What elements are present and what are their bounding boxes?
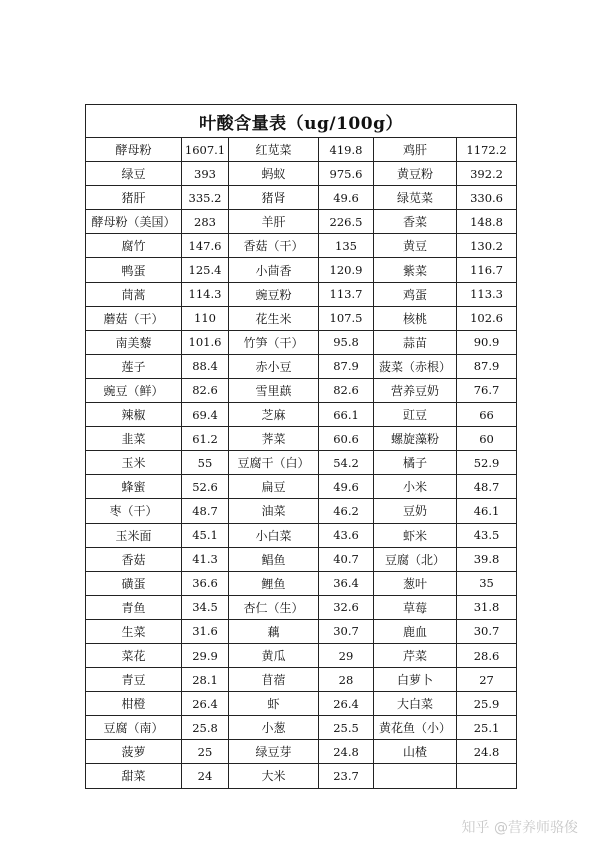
food-name-cell: 绿豆芽 bbox=[229, 740, 319, 764]
food-name-cell: 菠萝 bbox=[86, 740, 182, 764]
food-name-cell: 羊肝 bbox=[229, 210, 319, 234]
folate-value-cell: 24 bbox=[182, 764, 229, 788]
folate-value-cell: 25.9 bbox=[457, 692, 517, 716]
folate-value-cell: 226.5 bbox=[319, 210, 374, 234]
food-name-cell: 黄豆粉 bbox=[374, 162, 457, 186]
folate-value-cell: 419.8 bbox=[319, 138, 374, 162]
folate-value-cell: 30.7 bbox=[457, 619, 517, 643]
table-row bbox=[86, 282, 517, 306]
folate-value-cell: 27 bbox=[457, 668, 517, 692]
food-name-cell: 豌豆粉 bbox=[229, 282, 319, 306]
folate-value-cell: 26.4 bbox=[182, 692, 229, 716]
food-name-cell: 山楂 bbox=[374, 740, 457, 764]
food-name-cell: 青豆 bbox=[86, 668, 182, 692]
table-row bbox=[86, 138, 517, 162]
folate-value-cell: 25.8 bbox=[182, 716, 229, 740]
folate-value-cell: 48.7 bbox=[457, 475, 517, 499]
folate-value-cell: 30.7 bbox=[319, 619, 374, 643]
folate-value-cell: 24.8 bbox=[319, 740, 374, 764]
food-name-cell: 香菜 bbox=[374, 210, 457, 234]
folate-value-cell: 102.6 bbox=[457, 306, 517, 330]
food-name-cell: 酵母粉（美国） bbox=[86, 210, 182, 234]
folate-value-cell: 28.1 bbox=[182, 668, 229, 692]
table-row bbox=[86, 499, 517, 523]
food-name-cell: 豆腐（南） bbox=[86, 716, 182, 740]
food-name-cell: 蘑菇（干） bbox=[86, 306, 182, 330]
folate-value-cell: 49.6 bbox=[319, 475, 374, 499]
folate-value-cell: 66 bbox=[457, 403, 517, 427]
folate-value-cell: 975.6 bbox=[319, 162, 374, 186]
food-name-cell: 杏仁（生） bbox=[229, 595, 319, 619]
folate-value-cell: 41.3 bbox=[182, 547, 229, 571]
food-name-cell: 生菜 bbox=[86, 619, 182, 643]
folate-value-cell: 39.8 bbox=[457, 547, 517, 571]
folate-value-cell: 147.6 bbox=[182, 234, 229, 258]
food-name-cell: 大白菜 bbox=[374, 692, 457, 716]
table-row bbox=[86, 668, 517, 692]
food-name-cell: 蜂蜜 bbox=[86, 475, 182, 499]
food-name-cell: 鹿血 bbox=[374, 619, 457, 643]
folate-value-cell: 52.9 bbox=[457, 451, 517, 475]
table-row bbox=[86, 451, 517, 475]
folate-value-cell: 1607.1 bbox=[182, 138, 229, 162]
table-row bbox=[86, 740, 517, 764]
folate-value-cell: 148.8 bbox=[457, 210, 517, 234]
table-row bbox=[86, 258, 517, 282]
folate-value-cell: 88.4 bbox=[182, 354, 229, 378]
food-name-cell: 鸭蛋 bbox=[86, 258, 182, 282]
folate-value-cell: 116.7 bbox=[457, 258, 517, 282]
folate-value-cell: 69.4 bbox=[182, 403, 229, 427]
folate-value-cell: 28.6 bbox=[457, 643, 517, 667]
title-row bbox=[86, 105, 517, 138]
folate-value-cell: 25.1 bbox=[457, 716, 517, 740]
folate-value-cell: 32.6 bbox=[319, 595, 374, 619]
food-name-cell: 虾米 bbox=[374, 523, 457, 547]
food-name-cell: 豌豆（鲜） bbox=[86, 378, 182, 402]
food-name-cell: 青鱼 bbox=[86, 595, 182, 619]
table-row bbox=[86, 547, 517, 571]
table-row bbox=[86, 619, 517, 643]
folate-value-cell: 49.6 bbox=[319, 186, 374, 210]
table-row bbox=[86, 378, 517, 402]
table-row bbox=[86, 210, 517, 234]
food-name-cell: 鸡肝 bbox=[374, 138, 457, 162]
table-row bbox=[86, 234, 517, 258]
food-name-cell: 雪里蕻 bbox=[229, 378, 319, 402]
food-name-cell: 菠菜（赤根） bbox=[374, 354, 457, 378]
food-name-cell: 竹笋（干） bbox=[229, 330, 319, 354]
food-name-cell: 茼蒿 bbox=[86, 282, 182, 306]
folate-value-cell: 392.2 bbox=[457, 162, 517, 186]
food-name-cell: 蒜苗 bbox=[374, 330, 457, 354]
food-name-cell: 虾 bbox=[229, 692, 319, 716]
folate-value-cell: 125.4 bbox=[182, 258, 229, 282]
food-name-cell: 猪肾 bbox=[229, 186, 319, 210]
folate-value-cell: 135 bbox=[319, 234, 374, 258]
folate-value-cell: 46.2 bbox=[319, 499, 374, 523]
table-row bbox=[86, 595, 517, 619]
folate-value-cell: 36.6 bbox=[182, 571, 229, 595]
food-name-cell: 核桃 bbox=[374, 306, 457, 330]
folate-value-cell: 54.2 bbox=[319, 451, 374, 475]
food-name-cell: 橘子 bbox=[374, 451, 457, 475]
folate-value-cell: 24.8 bbox=[457, 740, 517, 764]
food-name-cell: 小茴香 bbox=[229, 258, 319, 282]
food-name-cell: 菜花 bbox=[86, 643, 182, 667]
food-name-cell: 枣（干） bbox=[86, 499, 182, 523]
folate-value-cell: 26.4 bbox=[319, 692, 374, 716]
folate-value-cell: 25 bbox=[182, 740, 229, 764]
table-row bbox=[86, 571, 517, 595]
folate-value-cell: 36.4 bbox=[319, 571, 374, 595]
food-name-cell: 香菇 bbox=[86, 547, 182, 571]
food-name-cell: 鸡蛋 bbox=[374, 282, 457, 306]
folate-value-cell: 283 bbox=[182, 210, 229, 234]
food-name-cell: 小白菜 bbox=[229, 523, 319, 547]
food-name-cell: 磺蛋 bbox=[86, 571, 182, 595]
folate-value-cell: 35 bbox=[457, 571, 517, 595]
food-name-cell: 草莓 bbox=[374, 595, 457, 619]
folate-value-cell: 95.8 bbox=[319, 330, 374, 354]
folate-value-cell: 29 bbox=[319, 643, 374, 667]
food-name-cell: 猪肝 bbox=[86, 186, 182, 210]
food-name-cell: 酵母粉 bbox=[86, 138, 182, 162]
food-name-cell: 辣椒 bbox=[86, 403, 182, 427]
food-name-cell: 香菇（干） bbox=[229, 234, 319, 258]
food-name-cell: 苜蓿 bbox=[229, 668, 319, 692]
folate-value-cell: 113.7 bbox=[319, 282, 374, 306]
folate-value-cell: 40.7 bbox=[319, 547, 374, 571]
food-name-cell: 豆腐（北） bbox=[374, 547, 457, 571]
folate-value-cell: 130.2 bbox=[457, 234, 517, 258]
folate-value-cell: 43.6 bbox=[319, 523, 374, 547]
folate-value-cell: 48.7 bbox=[182, 499, 229, 523]
folate-value-cell: 29.9 bbox=[182, 643, 229, 667]
table-title: 叶酸含量表（ug/100g） bbox=[86, 105, 517, 138]
food-name-cell: 豆奶 bbox=[374, 499, 457, 523]
food-name-cell: 绿豆 bbox=[86, 162, 182, 186]
food-name-cell: 扁豆 bbox=[229, 475, 319, 499]
food-name-cell: 鲳鱼 bbox=[229, 547, 319, 571]
food-name-cell bbox=[374, 764, 457, 788]
food-name-cell: 芝麻 bbox=[229, 403, 319, 427]
folate-content-table bbox=[85, 104, 517, 789]
food-name-cell: 玉米 bbox=[86, 451, 182, 475]
food-name-cell: 藕 bbox=[229, 619, 319, 643]
folate-value-cell: 1172.2 bbox=[457, 138, 517, 162]
food-name-cell: 腐竹 bbox=[86, 234, 182, 258]
folate-value-cell: 25.5 bbox=[319, 716, 374, 740]
table-row bbox=[86, 306, 517, 330]
folate-value-cell: 23.7 bbox=[319, 764, 374, 788]
table-row bbox=[86, 330, 517, 354]
folate-value-cell: 114.3 bbox=[182, 282, 229, 306]
table-row bbox=[86, 403, 517, 427]
folate-value-cell: 90.9 bbox=[457, 330, 517, 354]
folate-value-cell: 55 bbox=[182, 451, 229, 475]
food-name-cell: 花生米 bbox=[229, 306, 319, 330]
folate-value-cell: 113.3 bbox=[457, 282, 517, 306]
folate-value-cell: 52.6 bbox=[182, 475, 229, 499]
food-name-cell: 葱叶 bbox=[374, 571, 457, 595]
folate-value-cell: 87.9 bbox=[457, 354, 517, 378]
table-row bbox=[86, 764, 517, 788]
food-name-cell: 豆腐干（白） bbox=[229, 451, 319, 475]
folate-value-cell: 61.2 bbox=[182, 427, 229, 451]
table-row bbox=[86, 427, 517, 451]
folate-value-cell bbox=[457, 764, 517, 788]
folate-value-cell: 31.6 bbox=[182, 619, 229, 643]
food-name-cell: 芹菜 bbox=[374, 643, 457, 667]
table-row bbox=[86, 692, 517, 716]
folate-value-cell: 335.2 bbox=[182, 186, 229, 210]
table-row bbox=[86, 186, 517, 210]
table-row bbox=[86, 643, 517, 667]
folate-value-cell: 28 bbox=[319, 668, 374, 692]
folate-value-cell: 46.1 bbox=[457, 499, 517, 523]
food-name-cell: 南美藜 bbox=[86, 330, 182, 354]
food-name-cell: 螺旋藻粉 bbox=[374, 427, 457, 451]
food-name-cell: 黄瓜 bbox=[229, 643, 319, 667]
food-name-cell: 白萝卜 bbox=[374, 668, 457, 692]
watermark: 知乎 @营养师骆俊 bbox=[461, 820, 578, 836]
food-name-cell: 荠菜 bbox=[229, 427, 319, 451]
folate-value-cell: 31.8 bbox=[457, 595, 517, 619]
folate-value-cell: 87.9 bbox=[319, 354, 374, 378]
table-row bbox=[86, 523, 517, 547]
table-row bbox=[86, 354, 517, 378]
food-name-cell: 甜菜 bbox=[86, 764, 182, 788]
table-row bbox=[86, 716, 517, 740]
folate-value-cell: 82.6 bbox=[182, 378, 229, 402]
folate-value-cell: 76.7 bbox=[457, 378, 517, 402]
folate-value-cell: 60.6 bbox=[319, 427, 374, 451]
folate-value-cell: 34.5 bbox=[182, 595, 229, 619]
food-name-cell: 柑橙 bbox=[86, 692, 182, 716]
folate-value-cell: 107.5 bbox=[319, 306, 374, 330]
food-name-cell: 绿苋菜 bbox=[374, 186, 457, 210]
table-row bbox=[86, 475, 517, 499]
folate-value-cell: 393 bbox=[182, 162, 229, 186]
folate-value-cell: 101.6 bbox=[182, 330, 229, 354]
food-name-cell: 大米 bbox=[229, 764, 319, 788]
food-name-cell: 鲤鱼 bbox=[229, 571, 319, 595]
folate-value-cell: 60 bbox=[457, 427, 517, 451]
food-name-cell: 赤小豆 bbox=[229, 354, 319, 378]
folate-value-cell: 43.5 bbox=[457, 523, 517, 547]
folate-value-cell: 330.6 bbox=[457, 186, 517, 210]
table-row bbox=[86, 162, 517, 186]
food-name-cell: 油菜 bbox=[229, 499, 319, 523]
folate-value-cell: 82.6 bbox=[319, 378, 374, 402]
food-name-cell: 韭菜 bbox=[86, 427, 182, 451]
folate-value-cell: 45.1 bbox=[182, 523, 229, 547]
food-name-cell: 蚂蚁 bbox=[229, 162, 319, 186]
food-name-cell: 黄花鱼（小） bbox=[374, 716, 457, 740]
folate-value-cell: 120.9 bbox=[319, 258, 374, 282]
food-name-cell: 玉米面 bbox=[86, 523, 182, 547]
food-name-cell: 豇豆 bbox=[374, 403, 457, 427]
folate-value-cell: 66.1 bbox=[319, 403, 374, 427]
folate-value-cell: 110 bbox=[182, 306, 229, 330]
food-name-cell: 小米 bbox=[374, 475, 457, 499]
food-name-cell: 黄豆 bbox=[374, 234, 457, 258]
food-name-cell: 红苋菜 bbox=[229, 138, 319, 162]
food-name-cell: 营养豆奶 bbox=[374, 378, 457, 402]
food-name-cell: 莲子 bbox=[86, 354, 182, 378]
food-name-cell: 紫菜 bbox=[374, 258, 457, 282]
food-name-cell: 小葱 bbox=[229, 716, 319, 740]
